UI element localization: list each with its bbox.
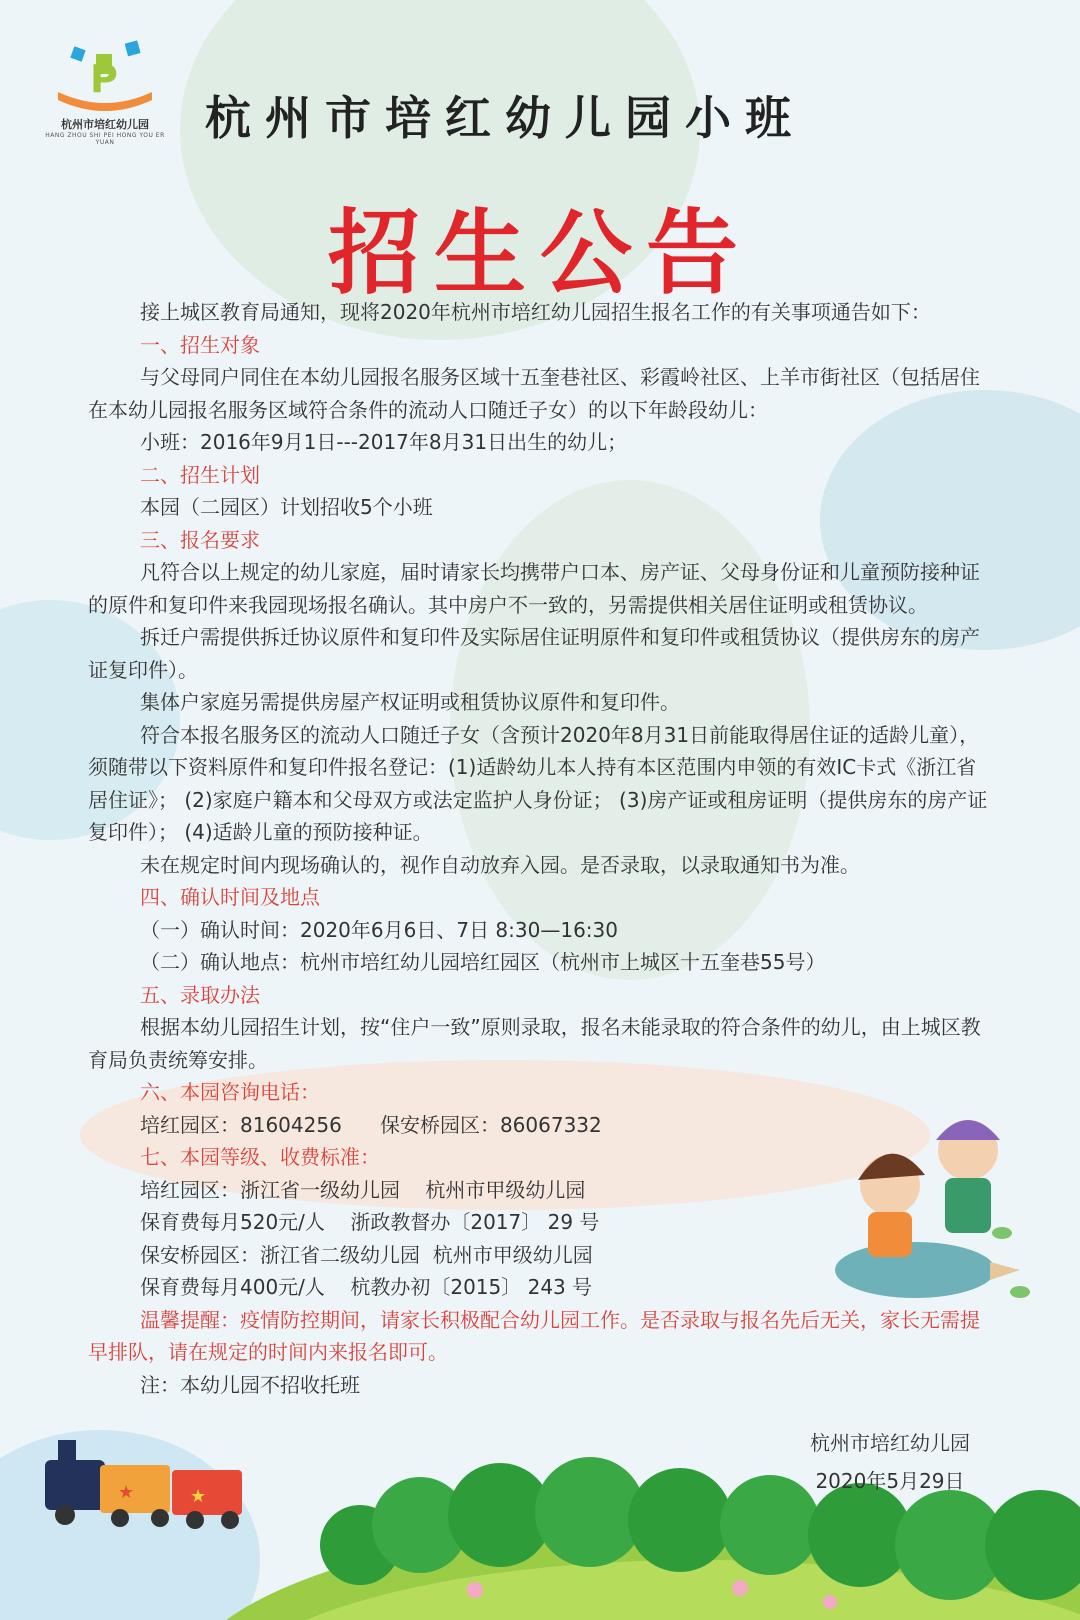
- svg-text:★: ★: [118, 1482, 135, 1503]
- paragraph: 拆迁户需提供拆迁协议原件和复印件及实际居住证明原件和复印件或租赁协议（提供房东的房产证复印件）。: [88, 625, 980, 682]
- reminder-text: 温馨提醒：疫情防控期间，请家长积极配合幼儿园工作。是否录取与报名先后无关，家长无需提早排队，请在规定的时间内来报名即可。: [88, 1307, 980, 1364]
- section-heading: 二、招生计划: [140, 462, 260, 487]
- paragraph: 未在规定时间内现场确认的，视作自动放弃入园。是否录取，以录取通知书为准。: [140, 852, 860, 877]
- section-heading: 一、招生对象: [140, 332, 260, 357]
- signature-block: [790, 1424, 990, 1500]
- fee-line: 保育费每月400元/人 杭教办初〔2015〕 243 号: [140, 1275, 593, 1299]
- paragraph: 与父母同户同住在本幼儿园报名服务区域十五奎巷社区、彩霞岭社区、上羊市街社区（包括居住在本幼儿园报名服务区域符合条件的流动人口随迁子女）的以下年龄段幼儿：: [88, 365, 980, 422]
- note-text: 注：本幼儿园不招收托班: [140, 1372, 360, 1397]
- fee-line: 保育费每月520元/人 浙政教督办〔2017〕 29 号: [140, 1210, 600, 1234]
- fee-line: 保安桥园区：浙江省二级幼儿园 杭州市甲级幼儿园: [140, 1242, 593, 1267]
- intro-text: 接上城区教育局通知，现将2020年杭州市培红幼儿园招生报名工作的有关事项通告如下：: [140, 300, 931, 324]
- paragraph: 根据本幼儿园招生计划，按“住户一致”原则录取，报名未能录取的符合条件的幼儿，由上城区教育局负责统筹安排。: [88, 1015, 981, 1072]
- signature-org: 杭州市培红幼儿园: [810, 1431, 970, 1455]
- school-title: 杭州市培红幼儿园小班: [205, 91, 805, 145]
- main-title: 招生公告: [327, 200, 752, 307]
- svg-text:P: P: [90, 57, 118, 101]
- section-heading: 六、本园咨询电话：: [140, 1080, 320, 1104]
- paragraph: 凡符合以上规定的幼儿家庭，届时请家长均携带户口本、房产证、父母身份证和儿童预防接种证的原件和复印件来我园现场报名确认。其中房户不一致的，另需提供相关居住证明或租赁协议。: [88, 560, 980, 617]
- school-logo: [40, 30, 170, 150]
- logo-p-icon: [40, 30, 170, 120]
- paragraph: 符合本报名服务区的流动人口随迁子女（含预计2020年8月31日前能取得居住证的适龄儿童），须随带以下资料原件和复印件报名登记：(1)适龄幼儿本人持有本区范围内申领的有效IC卡式《浙江省居住证》； (2)家庭户籍本和父母双方或法定监护人身份证； (3)房产证或租房证明（提供房东的房产证复印件）； (4)适龄儿童的预防接种证。: [88, 722, 988, 844]
- paragraph: 小班：2016年9月1日---2017年8月31日出生的幼儿；: [140, 430, 628, 454]
- section-heading: 七、本园等级、收费标准：: [140, 1145, 380, 1169]
- section-heading: 五、录取办法: [140, 982, 260, 1007]
- fee-line: 培红园区：浙江省一级幼儿园 杭州市甲级幼儿园: [140, 1177, 586, 1202]
- train-illustration: [45, 1440, 242, 1529]
- section-heading: 三、报名要求: [140, 527, 260, 552]
- logo-pinyin: HANG ZHOU SHI PEI HONG YOU ER YUAN: [45, 132, 165, 146]
- announcement-body: [88, 296, 993, 1401]
- paragraph: （二）确认地点：杭州市培红幼儿园培红园区（杭州市上城区十五奎巷55号）: [140, 950, 826, 974]
- svg-text:★: ★: [190, 1486, 207, 1507]
- logo-name: 杭州市培红幼儿园: [61, 118, 149, 131]
- signature-date: 2020年5月29日: [815, 1469, 965, 1493]
- section-heading: 四、确认时间及地点: [140, 885, 320, 909]
- paragraph: （一）确认时间：2020年6月6日、7日 8:30—16:30: [140, 917, 618, 942]
- phone-numbers: 培红园区：81604256 保安桥园区：86067332: [140, 1112, 602, 1137]
- paragraph: 本园（二园区）计划招收5个小班: [140, 495, 433, 519]
- paragraph: 集体户家庭另需提供房屋产权证明或租赁协议原件和复印件。: [140, 690, 680, 714]
